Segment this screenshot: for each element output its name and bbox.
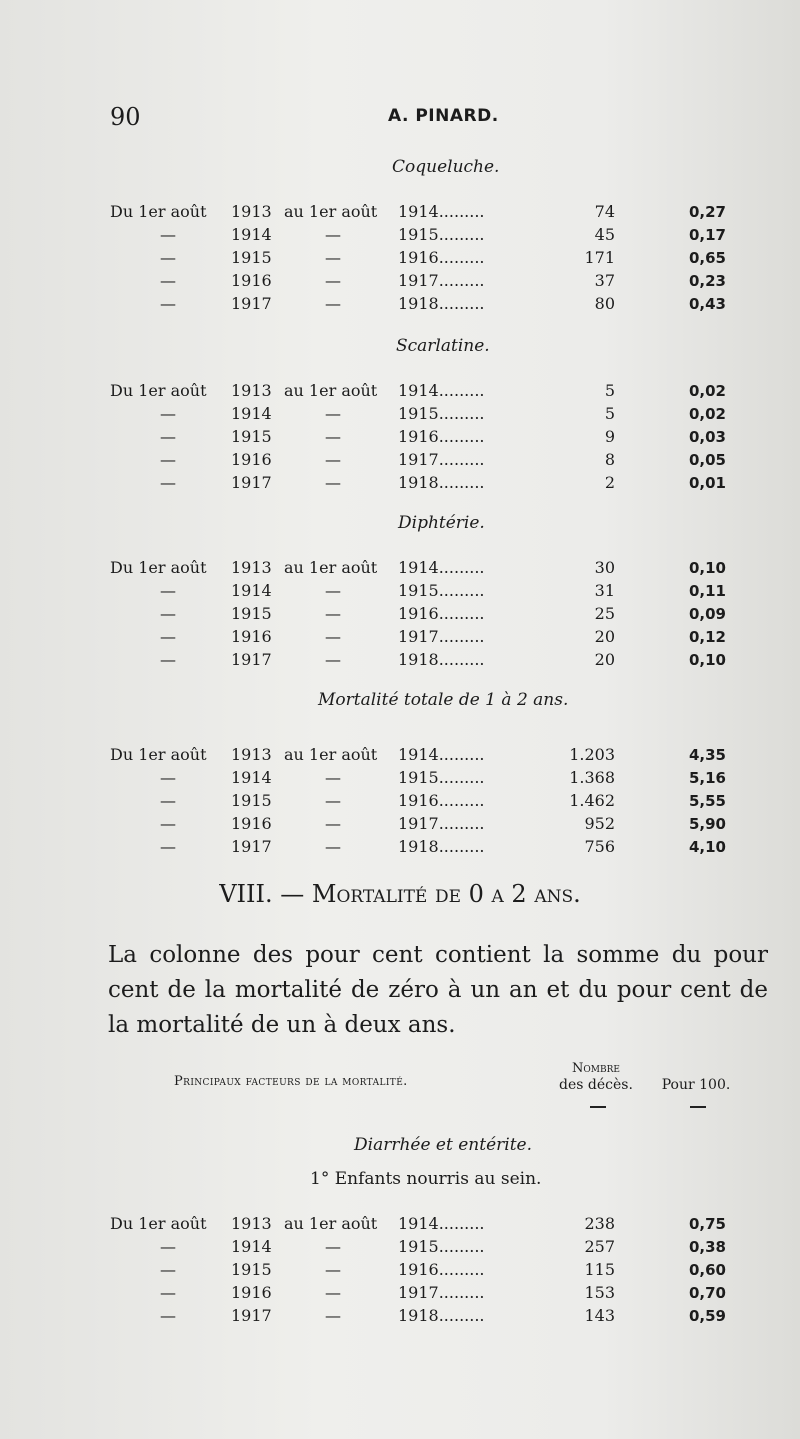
cell-from: 1913 xyxy=(231,558,272,577)
cell-from: 1917 xyxy=(231,650,272,669)
cell-pct: 0,43 xyxy=(688,295,726,313)
cell-pct: 0,10 xyxy=(688,651,726,669)
cell-count: 9 xyxy=(604,427,615,446)
table-row xyxy=(0,1282,800,1304)
cell-au: — xyxy=(325,768,341,787)
cell-count: 25 xyxy=(594,604,615,623)
cell-from: 1914 xyxy=(231,404,272,423)
section-title-scarlatine: Scarlatine. xyxy=(396,336,490,356)
cell-to: 1915......... xyxy=(398,1237,485,1256)
cell-to: 1916......... xyxy=(398,604,485,623)
cell-to: 1918......... xyxy=(398,294,485,313)
table-row xyxy=(0,1236,800,1258)
cell-au: au 1er août xyxy=(284,202,378,221)
cell-to: 1914......... xyxy=(398,745,485,764)
cell-pct: 0,02 xyxy=(688,382,726,400)
cell-pct: 0,17 xyxy=(688,226,726,244)
cell-count: 2 xyxy=(604,473,615,492)
cell-from: 1917 xyxy=(231,1306,272,1325)
cell-to: 1918......... xyxy=(398,650,485,669)
cell-to: 1917......... xyxy=(398,271,485,290)
table-row xyxy=(0,1213,800,1235)
cell-du: — xyxy=(160,791,176,810)
cell-to: 1916......... xyxy=(398,427,485,446)
cell-from: 1916 xyxy=(231,814,272,833)
cell-pct: 4,10 xyxy=(688,838,726,856)
cell-to: 1916......... xyxy=(398,791,485,810)
cell-from: 1915 xyxy=(231,604,272,623)
cell-du: Du 1er août xyxy=(110,558,207,577)
cell-to: 1914......... xyxy=(398,558,485,577)
cell-to: 1915......... xyxy=(398,581,485,600)
section-title-diarrhee: Diarrhée et entérite. xyxy=(354,1135,532,1155)
cell-to: 1918......... xyxy=(398,837,485,856)
cell-au: au 1er août xyxy=(284,381,378,400)
table-row xyxy=(0,603,800,625)
cell-du: Du 1er août xyxy=(110,202,207,221)
cell-au: — xyxy=(325,791,341,810)
column-header-count xyxy=(548,1060,644,1094)
cell-to: 1914......... xyxy=(398,1214,485,1233)
cell-au: — xyxy=(325,837,341,856)
cell-au: — xyxy=(325,650,341,669)
cell-du: Du 1er août xyxy=(110,381,207,400)
cell-au: au 1er août xyxy=(284,745,378,764)
cell-to: 1914......... xyxy=(398,381,485,400)
cell-count: 1.203 xyxy=(569,745,615,764)
cell-from: 1915 xyxy=(231,248,272,267)
cell-to: 1917......... xyxy=(398,627,485,646)
cell-from: 1913 xyxy=(231,202,272,221)
cell-au: — xyxy=(325,294,341,313)
cell-pct: 0,59 xyxy=(688,1307,726,1325)
cell-du: — xyxy=(160,404,176,423)
cell-to: 1915......... xyxy=(398,404,485,423)
cell-count: 171 xyxy=(584,248,615,267)
cell-au: — xyxy=(325,1306,341,1325)
cell-au: — xyxy=(325,1237,341,1256)
cell-count: 80 xyxy=(594,294,615,313)
cell-from: 1913 xyxy=(231,1214,272,1233)
running-head: A. PINARD. xyxy=(388,106,499,126)
cell-to: 1916......... xyxy=(398,248,485,267)
cell-du: — xyxy=(160,1306,176,1325)
chapter-heading: VIII. — Mortalité de 0 a 2 ans. xyxy=(219,880,581,908)
cell-from: 1916 xyxy=(231,1283,272,1302)
cell-au: — xyxy=(325,450,341,469)
table-row xyxy=(0,580,800,602)
cell-au: — xyxy=(325,271,341,290)
cell-du: — xyxy=(160,581,176,600)
cell-from: 1913 xyxy=(231,381,272,400)
table-row xyxy=(0,224,800,246)
table-row xyxy=(0,472,800,494)
cell-from: 1917 xyxy=(231,294,272,313)
cell-pct: 4,35 xyxy=(688,746,726,764)
table-row xyxy=(0,813,800,835)
cell-to: 1917......... xyxy=(398,450,485,469)
cell-count: 115 xyxy=(584,1260,615,1279)
cell-count: 143 xyxy=(584,1306,615,1325)
cell-count: 8 xyxy=(604,450,615,469)
cell-du: — xyxy=(160,427,176,446)
table-row xyxy=(0,449,800,471)
cell-from: 1915 xyxy=(231,427,272,446)
cell-to: 1914......... xyxy=(398,202,485,221)
chapter-paragraph: La colonne des pour cent contient la somme du pour cent de la mortalité de zéro à un an et du pour cent de la mortalité de un à deux ans. xyxy=(108,942,768,1038)
cell-au: — xyxy=(325,627,341,646)
cell-from: 1914 xyxy=(231,768,272,787)
cell-du: Du 1er août xyxy=(110,1214,207,1233)
column-header-pct: Pour 100. xyxy=(661,1077,731,1093)
table-row xyxy=(0,426,800,448)
cell-du: — xyxy=(160,768,176,787)
cell-au: — xyxy=(325,248,341,267)
cell-pct: 0,27 xyxy=(688,203,726,221)
cell-au: — xyxy=(325,427,341,446)
column-header-factors: Principaux facteurs de la mortalité. xyxy=(174,1074,408,1089)
cell-to: 1917......... xyxy=(398,814,485,833)
cell-pct: 5,90 xyxy=(688,815,726,833)
cell-du: Du 1er août xyxy=(110,745,207,764)
cell-du: — xyxy=(160,814,176,833)
cell-from: 1915 xyxy=(231,791,272,810)
table-row xyxy=(0,626,800,648)
cell-pct: 0,70 xyxy=(688,1284,726,1302)
table-row xyxy=(0,247,800,269)
table-row xyxy=(0,1305,800,1327)
table-row xyxy=(0,744,800,766)
cell-pct: 0,12 xyxy=(688,628,726,646)
table-row xyxy=(0,1259,800,1281)
cell-du: — xyxy=(160,627,176,646)
column-dash-pct xyxy=(690,1106,706,1108)
cell-au: — xyxy=(325,1260,341,1279)
cell-au: — xyxy=(325,581,341,600)
table-row xyxy=(0,293,800,315)
cell-count: 153 xyxy=(584,1283,615,1302)
table-row xyxy=(0,403,800,425)
table-row xyxy=(0,767,800,789)
column-header-count-line1: Nombre xyxy=(572,1061,620,1076)
section-subtitle-sein: 1° Enfants nourris au sein. xyxy=(310,1169,542,1189)
cell-count: 238 xyxy=(584,1214,615,1233)
cell-du: — xyxy=(160,650,176,669)
cell-du: — xyxy=(160,1237,176,1256)
cell-from: 1916 xyxy=(231,271,272,290)
page-number: 90 xyxy=(110,103,141,131)
cell-count: 1.368 xyxy=(569,768,615,787)
table-row xyxy=(0,380,800,402)
cell-to: 1915......... xyxy=(398,768,485,787)
cell-count: 74 xyxy=(594,202,615,221)
cell-pct: 0,65 xyxy=(688,249,726,267)
cell-count: 30 xyxy=(594,558,615,577)
cell-to: 1918......... xyxy=(398,473,485,492)
cell-count: 952 xyxy=(584,814,615,833)
table-row xyxy=(0,270,800,292)
page-header xyxy=(110,103,710,133)
cell-count: 1.462 xyxy=(569,791,615,810)
cell-du: — xyxy=(160,294,176,313)
cell-pct: 0,75 xyxy=(688,1215,726,1233)
cell-pct: 0,09 xyxy=(688,605,726,623)
cell-count: 31 xyxy=(594,581,615,600)
cell-from: 1916 xyxy=(231,627,272,646)
cell-au: — xyxy=(325,1283,341,1302)
cell-from: 1914 xyxy=(231,1237,272,1256)
cell-du: — xyxy=(160,473,176,492)
cell-du: — xyxy=(160,604,176,623)
cell-count: 257 xyxy=(584,1237,615,1256)
cell-du: — xyxy=(160,248,176,267)
column-dash-count xyxy=(590,1106,606,1108)
cell-to: 1918......... xyxy=(398,1306,485,1325)
cell-pct: 0,60 xyxy=(688,1261,726,1279)
section-title-diphterie: Diphtérie. xyxy=(398,513,485,533)
cell-du: — xyxy=(160,837,176,856)
cell-au: au 1er août xyxy=(284,1214,378,1233)
table-row xyxy=(0,201,800,223)
cell-du: — xyxy=(160,450,176,469)
cell-to: 1916......... xyxy=(398,1260,485,1279)
table-row xyxy=(0,649,800,671)
cell-du: — xyxy=(160,1260,176,1279)
cell-au: — xyxy=(325,473,341,492)
cell-from: 1917 xyxy=(231,837,272,856)
cell-pct: 0,10 xyxy=(688,559,726,577)
cell-pct: 0,03 xyxy=(688,428,726,446)
cell-pct: 0,23 xyxy=(688,272,726,290)
cell-au: — xyxy=(325,404,341,423)
cell-pct: 0,01 xyxy=(688,474,726,492)
cell-count: 37 xyxy=(594,271,615,290)
cell-to: 1915......... xyxy=(398,225,485,244)
cell-pct: 0,38 xyxy=(688,1238,726,1256)
cell-from: 1914 xyxy=(231,581,272,600)
cell-count: 5 xyxy=(604,404,615,423)
cell-au: — xyxy=(325,604,341,623)
cell-count: 20 xyxy=(594,627,615,646)
cell-pct: 5,16 xyxy=(688,769,726,787)
cell-from: 1916 xyxy=(231,450,272,469)
cell-au: — xyxy=(325,225,341,244)
cell-from: 1915 xyxy=(231,1260,272,1279)
cell-count: 756 xyxy=(584,837,615,856)
cell-from: 1913 xyxy=(231,745,272,764)
cell-from: 1914 xyxy=(231,225,272,244)
cell-au: — xyxy=(325,814,341,833)
table-row xyxy=(0,557,800,579)
cell-count: 5 xyxy=(604,381,615,400)
cell-count: 20 xyxy=(594,650,615,669)
cell-pct: 0,05 xyxy=(688,451,726,469)
cell-du: — xyxy=(160,271,176,290)
cell-count: 45 xyxy=(594,225,615,244)
table-row xyxy=(0,836,800,858)
cell-du: — xyxy=(160,1283,176,1302)
section-title-mortalite-totale: Mortalité totale de 1 à 2 ans. xyxy=(318,690,569,710)
cell-to: 1917......... xyxy=(398,1283,485,1302)
cell-pct: 0,02 xyxy=(688,405,726,423)
section-title-coqueluche: Coqueluche. xyxy=(392,157,500,177)
cell-from: 1917 xyxy=(231,473,272,492)
table-row xyxy=(0,790,800,812)
cell-du: — xyxy=(160,225,176,244)
cell-pct: 5,55 xyxy=(688,792,726,810)
cell-pct: 0,11 xyxy=(688,582,726,600)
column-header-count-line2: des décès. xyxy=(559,1077,633,1093)
cell-au: au 1er août xyxy=(284,558,378,577)
